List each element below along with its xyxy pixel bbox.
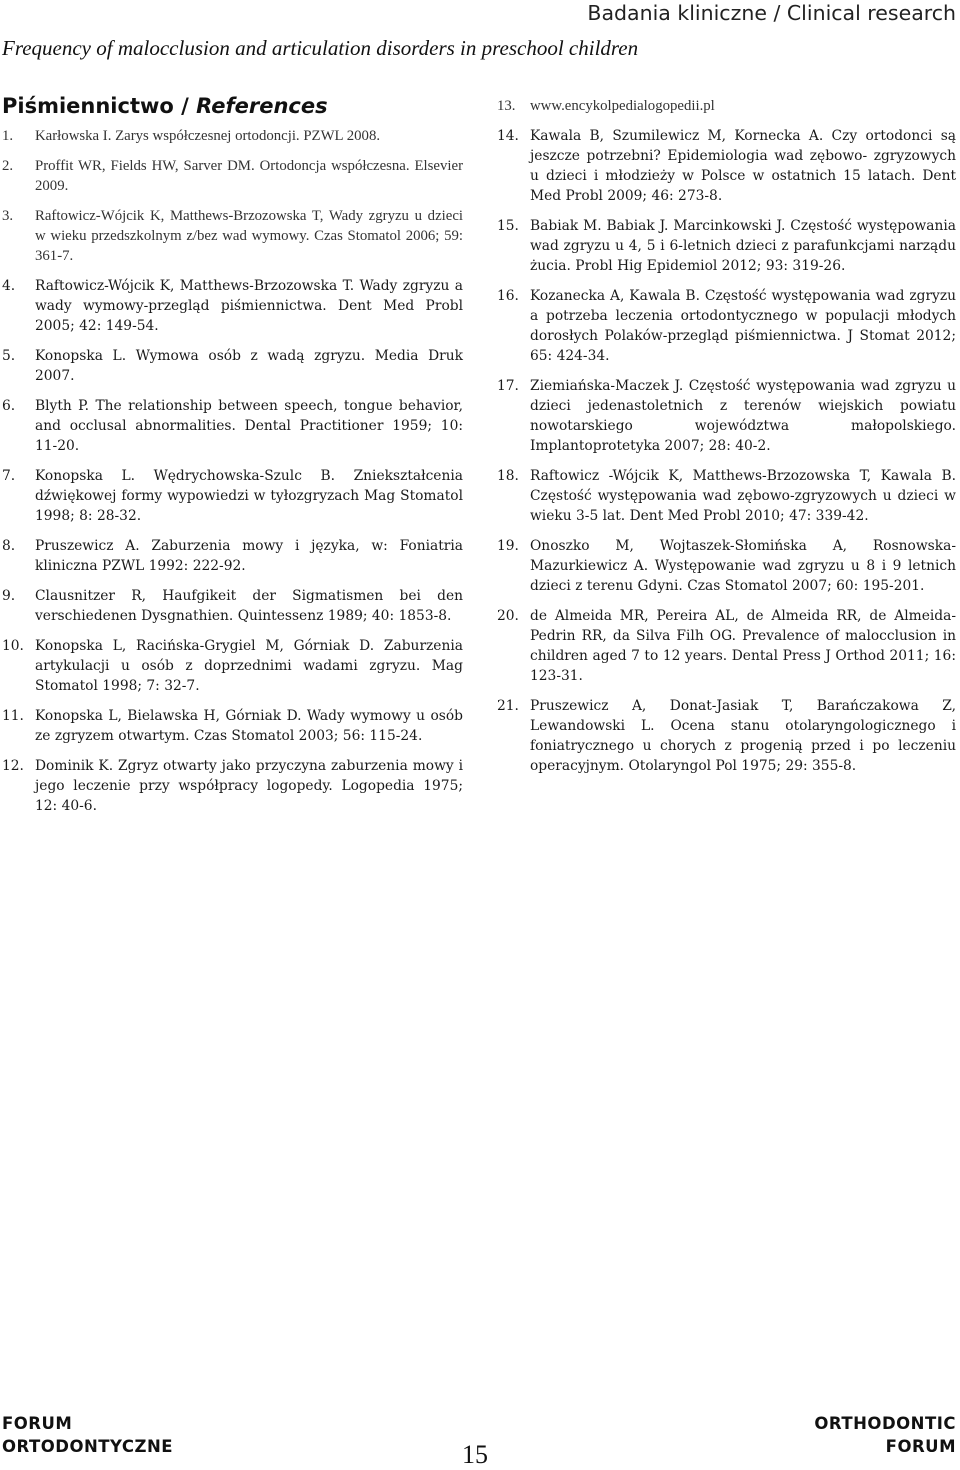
footer-left-line2: ORTODONTYCZNE [2,1437,174,1456]
reference-item [497,606,956,686]
reference-number: 10. [2,638,24,654]
reference-text: Blyth P. The relationship between speech, tongue behavior, and occlusal abnormalities. Dental Practitioner 1959; 10: 11-20. [35,398,463,454]
reference-item [2,706,463,746]
reference-number: 2. [2,158,14,174]
reference-item [2,536,463,576]
reference-text: Proffit WR, Fields HW, Sarver DM. Ortodoncja współczesna. Elsevier 2009. [35,158,463,194]
reference-number: 11. [2,708,24,724]
reference-item [497,96,956,116]
reference-text: Raftowicz-Wójcik K, Matthews-Brzozowska T. Wady zgryzu a wady wymowy-przegląd piśmiennictwa. Dent Med Probl 2005; 42: 149-54. [35,278,463,334]
reference-item [2,156,463,196]
footer-journal-pl [2,1412,173,1458]
references-heading-en: References [196,94,328,118]
reference-text: Raftowicz -Wójcik K, Matthews-Brzozowska T, Kawala B. Częstość występowania wad zębowo-zgryzowych u dzieci w wieku 3-5 lat. Dent Med Probl 2010; 47: 339-42. [530,468,956,524]
reference-item [497,536,956,596]
footer-journal-en [814,1412,956,1458]
reference-number: 7. [2,468,16,484]
reference-item [497,126,956,206]
reference-item [497,466,956,526]
reference-text: Karłowska I. Zarys współczesnej ortodoncji. PZWL 2008. [35,128,381,144]
reference-number: 16. [497,288,519,304]
running-title: Frequency of malocclusion and articulation disorders in preschool children [2,36,639,60]
reference-number: 18. [497,468,519,484]
footer-left-line1: FORUM [2,1414,73,1433]
reference-number: 19. [497,538,519,554]
reference-item [2,206,463,266]
reference-number: 6. [2,398,16,414]
reference-number: 3. [2,208,14,224]
reference-item [2,126,463,146]
reference-number: 5. [2,348,16,364]
references-list-right [497,96,956,786]
reference-number: 12. [2,758,24,774]
reference-number: 14. [497,128,519,144]
reference-item [2,396,463,456]
reference-text: Babiak M. Babiak J. Marcinkowski J. Częstość występowania wad zgryzu u 4, 5 i 6-letnich dzieci z parafunkcjami narządu żucia. Probl Hig Epidemiol 2012; 93: 319-26. [530,218,956,274]
reference-text: de Almeida MR, Pereira AL, de Almeida RR, de Almeida-Pedrin RR, da Silva Filh OG. Prevalence of malocclusion in children aged 7 to 12 years. Dental Press J Orthod 2011; 16: 123-31. [530,608,956,684]
reference-text: www.encykolpedialogopedii.pl [530,98,715,114]
reference-number: 8. [2,538,16,554]
reference-number: 1. [2,128,14,144]
reference-text: Kawala B, Szumilewicz M, Kornecka A. Czy ortodonci są jeszcze potrzebni? Epidemiologia wad zębowo- zgryzowych u dzieci i młodzieży w Polsce w ostatnich 15 latach. Dent Med Probl 2009; 46: 273-8. [530,128,956,204]
reference-item [497,216,956,276]
reference-number: 21. [497,698,519,714]
reference-item [2,586,463,626]
reference-text: Kozanecka A, Kawala B. Częstość występowania wad zgryzu a potrzeba leczenia ortodontycznego w populacji młodych dorosłych Polaków-przegląd piśmiennictwa. J Stomat 2012; 65: 424-34. [530,288,956,364]
reference-text: Konopska L, Bielawska H, Górniak D. Wady wymowy u osób ze zgryzem otwartym. Czas Stomatol 2003; 56: 115-24. [35,708,463,744]
reference-text: Ziemiańska-Maczek J. Częstość występowania wad zgryzu u dzieci jedenastoletnich z terenów wiejskich powiatu nowotarskiego województwa małopolskiego. Implantoprotetyka 2007; 28: 40-2. [530,378,956,454]
references-heading [2,94,328,118]
reference-text: Raftowicz-Wójcik K, Matthews-Brzozowska T, Wady zgryzu u dzieci w wieku przedszkolnym z/bez wad wymowy. Czas Stomatol 2006; 59: 361-7. [35,208,463,264]
reference-number: 4. [2,278,16,294]
references-heading-pl: Piśmiennictwo / [2,94,197,118]
reference-number: 15. [497,218,519,234]
page-number: 15 [462,1440,488,1469]
reference-item [2,276,463,336]
reference-text: Konopska L. Wędrychowska-Szulc B. Zniekształcenia dźwiękowej formy wypowiedzi w tyłozgryzach Mag Stomatol 1998; 8: 28-32. [35,468,463,524]
reference-item [497,286,956,366]
reference-item [2,636,463,696]
references-list-left [2,126,463,826]
reference-item [2,756,463,816]
reference-text: Konopska L, Racińska-Grygiel M, Górniak D. Zaburzenia artykulacji u osób z doprzednimi wadami zgryzu. Mag Stomatol 1998; 7: 32-7. [35,638,463,694]
reference-number: 9. [2,588,16,604]
footer-right-line2: FORUM [885,1437,956,1456]
reference-text: Pruszewicz A. Zaburzenia mowy i języka, w: Foniatria kliniczna PZWL 1992: 222-92. [35,538,463,574]
section-label: Badania kliniczne / Clinical research [587,1,956,25]
reference-text: Pruszewicz A, Donat-Jasiak T, Barańczakowa Z, Lewandowski L. Ocena stanu otolaryngologicznego i foniatrycznego u chorych z progenią przed i po leczeniu operacyjnym. Otolaryngol Pol 1975; 29: 355-8. [530,698,956,774]
reference-text: Onoszko M, Wojtaszek-Słomińska A, Rosnowska-Mazurkiewicz A. Występowanie wad zgryzu u 8 i 9 letnich dzieci z terenu Gdyni. Czas Stomatol 2007; 60: 195-201. [530,538,956,594]
footer-right-line1: ORTHODONTIC [814,1414,956,1433]
reference-item [2,466,463,526]
reference-text: Dominik K. Zgryz otwarty jako przyczyna zaburzenia mowy i jego leczenie przy współpracy logopedy. Logopedia 1975; 12: 40-6. [35,758,463,814]
reference-item [2,346,463,386]
reference-item [497,696,956,776]
reference-number: 13. [497,98,516,114]
reference-text: Clausnitzer R, Haufgikeit der Sigmatismen bei den verschiedenen Dysgnathien. Quintessenz 1989; 40: 1853-8. [35,588,463,624]
reference-number: 17. [497,378,519,394]
reference-number: 20. [497,608,519,624]
reference-text: Konopska L. Wymowa osób z wadą zgryzu. Media Druk 2007. [35,348,463,384]
reference-item [497,376,956,456]
